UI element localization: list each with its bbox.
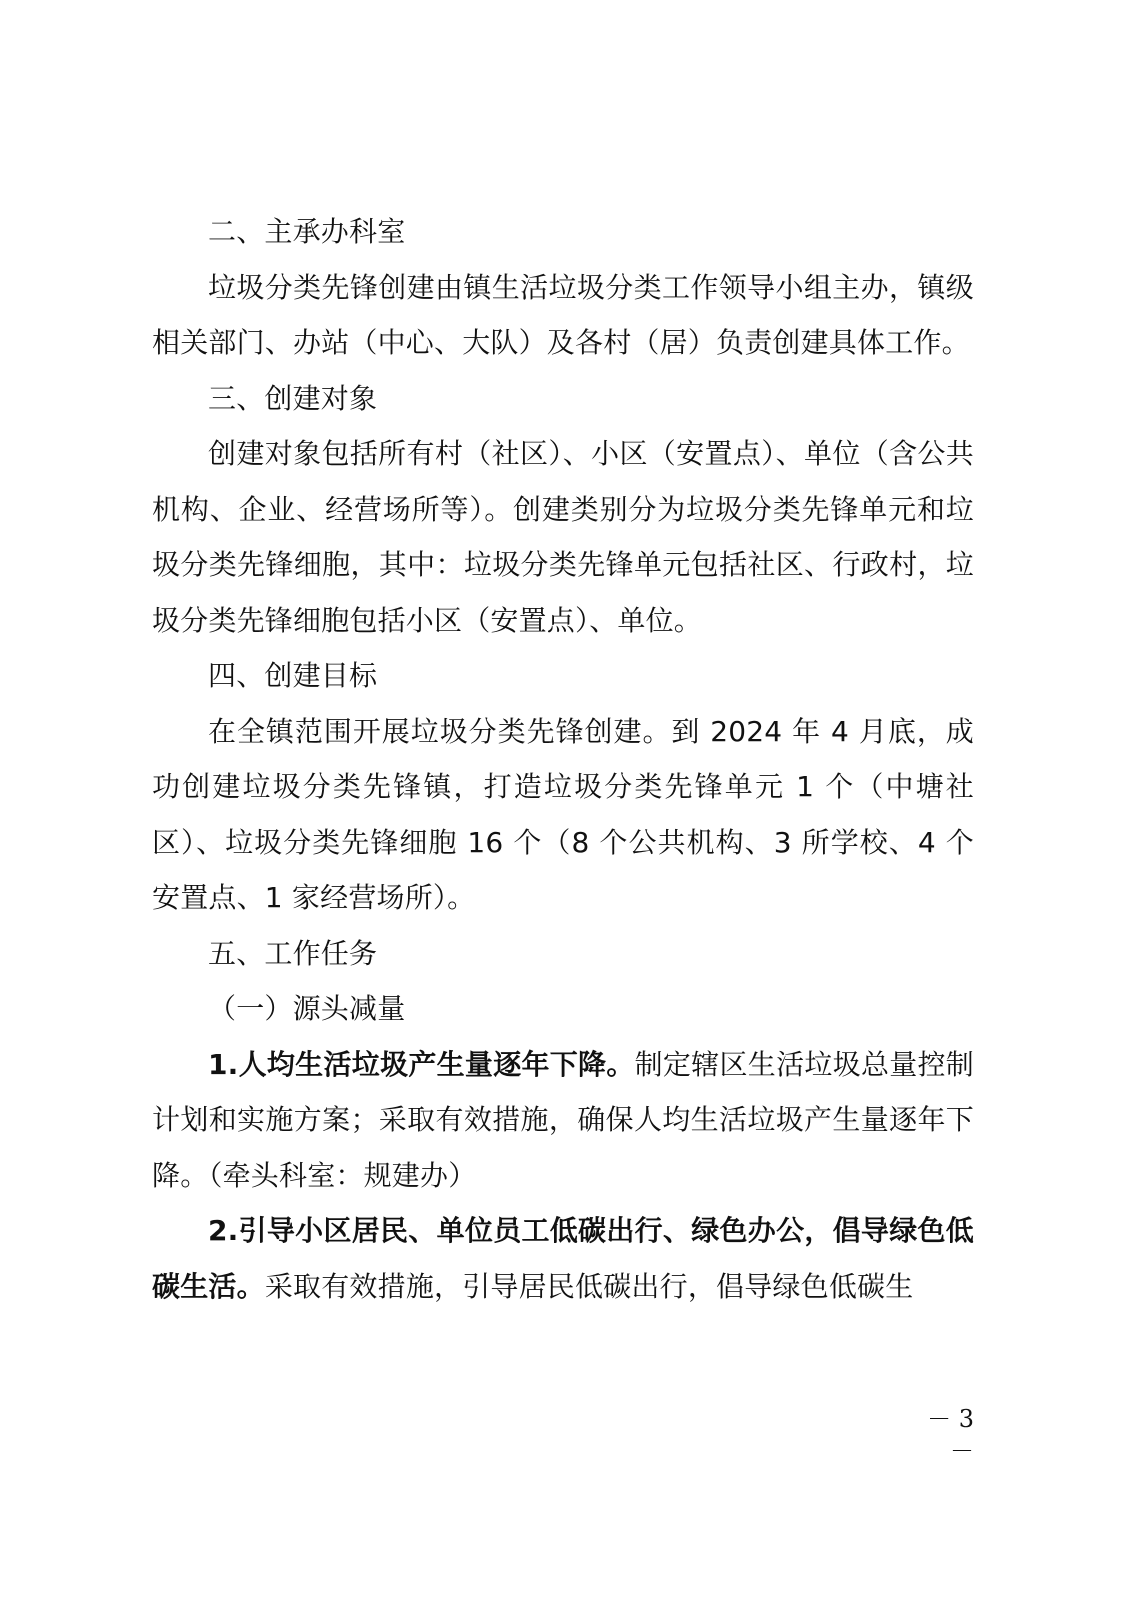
- task-item-2: [152, 1203, 974, 1314]
- paragraph-organizer: 垃圾分类先锋创建由镇生活垃圾分类工作领导小组主办，镇级相关部门、办站（中心、大队）及各村（居）负责创建具体工作。: [152, 270, 974, 359]
- subheading-source-reduction: （一）源头减量: [208, 992, 406, 1025]
- document-body: [152, 204, 974, 1314]
- task-item-1-title: 1.人均生活垃圾产生量逐年下降。: [208, 1047, 635, 1081]
- task-item-2-title: 2.引导小区居民、单位员工低碳出行、绿色办公，倡导绿色低碳生活。: [152, 1214, 974, 1303]
- task-item-1: [152, 1037, 974, 1204]
- paragraph-goals: 在全镇范围开展垃圾分类先锋创建。到 2024 年 4 月底，成功创建垃圾分类先锋镇，打造垃圾分类先锋单元 1 个（中塘社区）、垃圾分类先锋细胞 16 个（8 个公共机构、3 所学校、4 个安置点、1 家经营场所）。: [152, 714, 974, 914]
- page-number: － 3 －: [927, 1405, 974, 1465]
- task-item-1-text: 制定辖区生活垃圾总量控制计划和实施方案；采取有效措施，确保人均生活垃圾产生量逐年下降。（牵头科室：规建办）: [152, 1047, 975, 1192]
- task-item-2-text: 采取有效措施，引导居民低碳出行，倡导绿色低碳生: [264, 1269, 914, 1303]
- section-heading-organizer: 二、主承办科室: [208, 215, 406, 248]
- section-heading-targets: 三、创建对象: [208, 381, 378, 415]
- section-heading-goals: 四、创建目标: [208, 659, 378, 692]
- section-heading-tasks: 五、工作任务: [208, 936, 378, 970]
- paragraph-targets: 创建对象包括所有村（社区）、小区（安置点）、单位（含公共机构、企业、经营场所等）。创建类别分为垃圾分类先锋单元和垃圾分类先锋细胞，其中：垃圾分类先锋单元包括社区、行政村，垃圾分类先锋细胞包括小区（安置点）、单位。: [152, 437, 974, 637]
